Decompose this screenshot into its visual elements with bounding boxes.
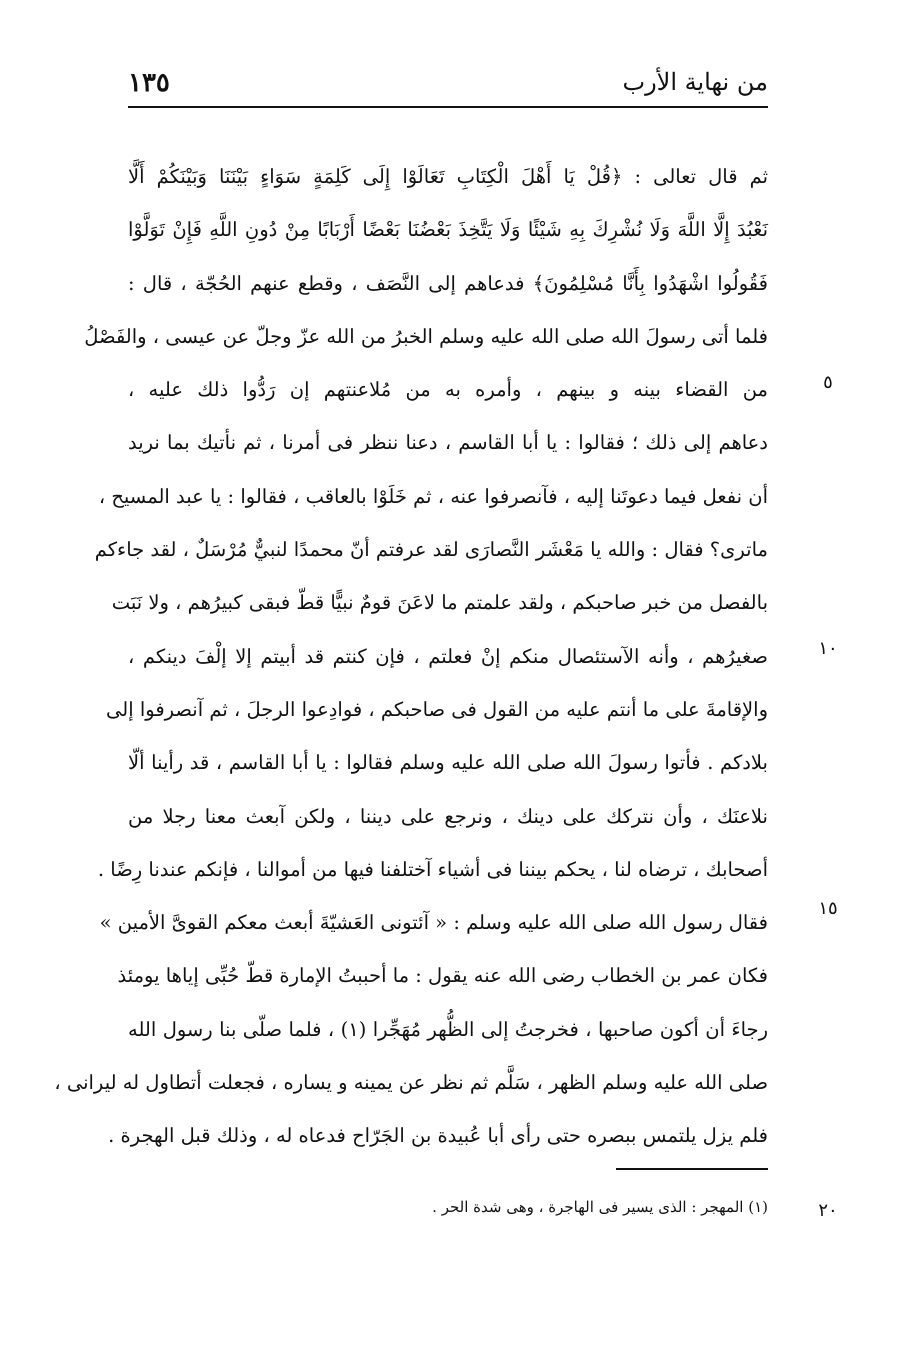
text-line: دعاهم إلى ذلك ؛ فقالوا : يا أبا القاسم ، دعنا ننظر فى أمرنا ، ثم نأتيك بما نريد bbox=[128, 431, 768, 455]
text-line: فَقُولُوا اشْهَدُوا بِأَنَّا مُسْلِمُونَ﴾ فدعاهم إلى النَّصَف ، وقطع عنهم الحُجّة ، قال : bbox=[128, 271, 768, 295]
text-line: فكان عمر بن الخطاب رضى الله عنه يقول : ما أحببتُ الإمارة قطّ حُبِّى إياها يومئذ bbox=[117, 964, 768, 988]
text-line: أصحابك ، ترضاه لنا ، يحكم بيننا فى أشياء آختلفنا فيها من أموالنا ، فإنكم عندنا رِضًا . bbox=[97, 857, 768, 881]
main-text bbox=[54, 150, 768, 1163]
line-number-marker: ١٥ bbox=[818, 898, 838, 919]
text-line: بلادكم . فأتوا رسولَ الله صلى الله عليه وسلم فقالوا : يا أبا القاسم ، قد رأينا ألّا bbox=[128, 751, 768, 775]
footnote: (١) المهجر : الذى يسير فى الهاجرة ، وهى شدة الحر . bbox=[432, 1198, 768, 1216]
running-header bbox=[128, 62, 768, 102]
text-line: رجاءَ أن أكون صاحبها ، فخرجتُ إلى الظُّهر مُهَجِّرا (١) ، فلما صلّى بنا رسول الله bbox=[128, 1017, 768, 1041]
text-line: نلاعنَك ، وأن نتركك على دينك ، ونرجع على ديننا ، ولكن آبعث معنا رجلا من bbox=[128, 804, 768, 828]
text-line: ماترى؟ فقال : والله يا مَعْشَر النَّصارَى لقد عرفتم أنّ محمدًا لنبيٌّ مُرْسَلٌ ، لقد جاءكم bbox=[94, 538, 768, 562]
line-number-marker: ٥ bbox=[823, 372, 833, 393]
text-line: فلما أتى رسولَ الله صلى الله عليه وسلم الخبرُ من الله عزّ وجلّ عن عيسى ، والفَصْلُ bbox=[84, 324, 768, 348]
text-line: صلى الله عليه وسلم الظهر ، سَلَّم ثم نظر عن يمينه و يساره ، فجعلت أتطاول له ليرانى ، bbox=[54, 1071, 768, 1095]
header-rule bbox=[128, 106, 768, 108]
text-line: فلم يزل يلتمس ببصره حتى رأى أبا عُبيدة بن الجَرّاح فدعاه له ، وذلك قبل الهجرة . bbox=[108, 1124, 768, 1148]
footnote-rule bbox=[616, 1168, 768, 1170]
page-number: ١٣٥ bbox=[128, 68, 170, 98]
line-number-marker: ١٠ bbox=[818, 638, 838, 659]
text-line: والإقامةَ على ما أنتم عليه من القول فى صاحبكم ، فوادِعوا الرجلَ ، ثم آنصرفوا إلى bbox=[106, 697, 768, 721]
line-number-marker: ٢٠ bbox=[818, 1200, 838, 1221]
text-line: صغيرُهم ، وأنه الآستئصال منكم إنْ فعلتم ، فإن كنتم قد أبيتم إلا إلْفَ دينكم ، bbox=[128, 644, 768, 668]
text-line: أن نفعل فيما دعوتَنا إليه ، فآنصرفوا عنه ، ثم خَلَوْا بالعاقب ، فقالوا : يا عبد المسيح ، bbox=[98, 484, 768, 508]
text-line: بالفصل من خبر صاحبكم ، ولقد علمتم ما لاعَنَ قومٌ نبيًّا قطّ فبقى كبيرُهم ، ولا نَبَت bbox=[111, 591, 768, 615]
text-line: نَعْبُدَ إِلَّا اللَّهَ وَلَا نُشْرِكَ بِهِ شَيْئًا وَلَا يَتَّخِذَ بَعْضُنَا بَعْضًا أَرْبَابًا مِنْ دُونِ اللَّهِ فَإِنْ تَوَلَّوْا bbox=[128, 218, 768, 242]
text-line: من القضاء بينه و بينهم ، وأمره به من مُلاعنتهم إن رَدُّوا ذلك عليه ، bbox=[128, 378, 768, 402]
text-line: فقال رسول الله صلى الله عليه وسلم : « آئتونى العَشيّةَ أبعث معكم القوىَّ الأمين » bbox=[99, 911, 768, 935]
running-title: من نهاية الأرب bbox=[622, 68, 768, 96]
text-line: ثم قال تعالى : ﴿قُلْ يَا أَهْلَ الْكِتَابِ تَعَالَوْا إِلَى كَلِمَةٍ سَوَاءٍ بَيْنَنَا وَبَيْنَكُمْ أَلَّا bbox=[128, 165, 768, 188]
